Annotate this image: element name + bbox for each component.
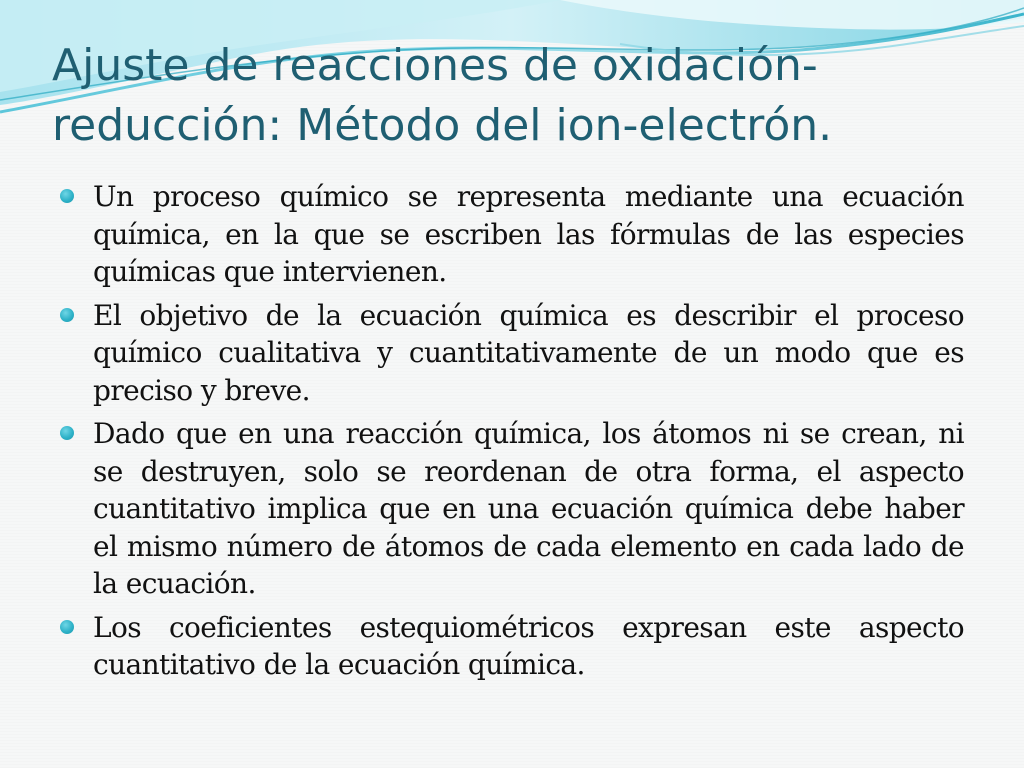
bullet-text: Un proceso químico se representa mediante una ecuación química, en la que se escriben las fórmulas de las especies químicas que intervienen. [93, 180, 964, 288]
bullet-dot-icon [60, 426, 74, 440]
bullet-text: Los coeficientes estequiométricos expresan este aspecto cuantitativo de la ecuación química. [93, 610, 964, 681]
bullet-text: Dado que en una reacción química, los átomos ni se crean, ni se destruyen, solo se reordenan de otra forma, el aspecto cuantitativo implica que en una ecuación química debe haber el mismo número de átomos de cada elemento en cada lado de la ecuación. [93, 417, 964, 600]
bullet-item [60, 609, 964, 684]
bullet-text: El objetivo de la ecuación química es describir el proceso químico cualitativa y cuantitativamente de un modo que es preciso y breve. [93, 298, 964, 407]
bullet-dot-icon [60, 308, 74, 322]
bullet-item [60, 415, 964, 603]
bullet-dot-icon [60, 189, 74, 203]
bullet-list [60, 178, 964, 690]
bullet-dot-icon [60, 620, 74, 634]
bullet-item [60, 297, 964, 410]
slide-title: Ajuste de reacciones de oxidación-reducción: Método del ion-electrón. [52, 40, 833, 151]
bullet-item [60, 178, 964, 291]
